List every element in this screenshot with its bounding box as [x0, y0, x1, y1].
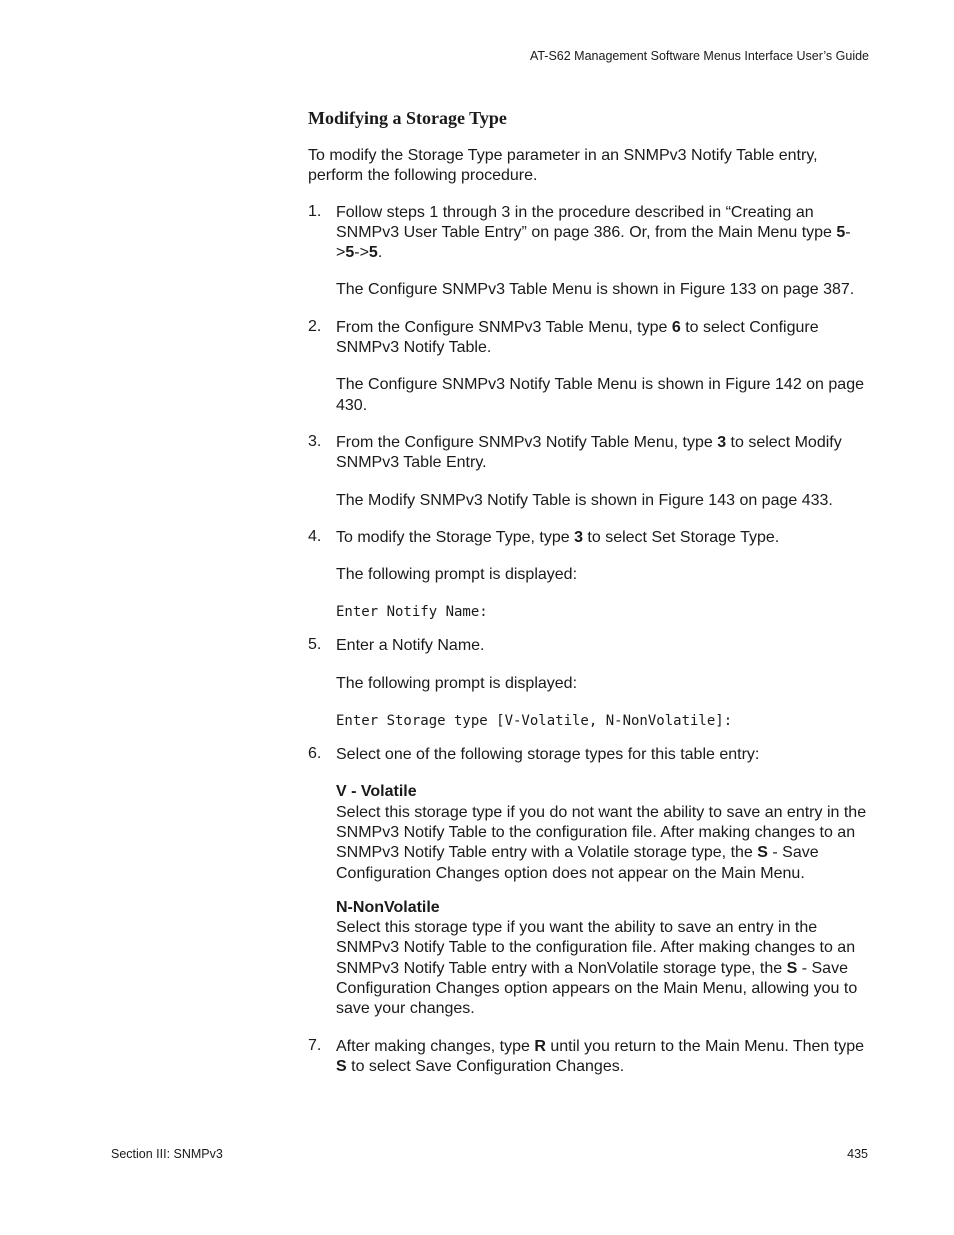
page-content [308, 108, 873, 1094]
option-title: N-NonVolatile [336, 898, 440, 916]
intro-paragraph: To modify the Storage Type parameter in an SNMPv3 Notify Table entry, perform the following procedure. [308, 147, 818, 185]
step-text: From the Configure SNMPv3 Table Menu, type 6 to select Configure SNMPv3 Notify Table. [336, 318, 819, 357]
step-number: 5. [308, 636, 322, 654]
step-2 [308, 318, 873, 359]
step-number: 2. [308, 317, 322, 335]
step-number: 1. [308, 202, 322, 220]
option-title: V - Volatile [336, 783, 417, 801]
step-text: Select one of the following storage types for this table entry: [336, 746, 760, 764]
step-number: 3. [308, 432, 322, 450]
step-2-note: The Configure SNMPv3 Notify Table Menu is shown in Figure 142 on page 430. [336, 376, 864, 414]
step-5 [308, 636, 873, 656]
step-1-note: The Configure SNMPv3 Table Menu is shown in Figure 133 on page 387. [336, 281, 855, 299]
step-4 [308, 528, 873, 548]
step-1 [308, 203, 873, 264]
step-6 [308, 745, 873, 765]
step-number: 6. [308, 745, 322, 763]
step-text: Follow steps 1 through 3 in the procedure described in “Creating an SNMPv3 User Table Entry” on page 386. Or, from the Main Menu type 5->5->5. [336, 203, 851, 262]
step-3-note: The Modify SNMPv3 Notify Table is shown in Figure 143 on page 433. [336, 491, 833, 509]
step-text: Enter a Notify Name. [336, 637, 485, 655]
option-nonvolatile [336, 898, 873, 1020]
footer-section: Section III: SNMPv3 [111, 1147, 223, 1161]
step-text: From the Configure SNMPv3 Notify Table Menu, type 3 to select Modify SNMPv3 Table Entry. [336, 433, 842, 472]
section-heading: Modifying a Storage Type [308, 108, 507, 128]
option-description: Select this storage type if you do not want the ability to save an entry in the SNMPv3 Notify Table to the configuration file. After making changes to an SNMPv3 Notify Table entry with a Volatile storage type, the S - Save Configuration Changes option does not appear on the Main Menu. [336, 803, 867, 882]
option-description: Select this storage type if you want the ability to save an entry in the SNMPv3 Notify Table to the configuration file. After making changes to an SNMPv3 Notify Table entry with a NonVolatile storage type, the S - Save Configuration Changes option appears on the Main Menu, allowing you to save your changes. [336, 919, 858, 1018]
step-text: To modify the Storage Type, type 3 to select Set Storage Type. [336, 528, 780, 546]
step-number: 4. [308, 527, 322, 545]
running-header: AT-S62 Management Software Menus Interface User’s Guide [529, 49, 869, 63]
page-number: 435 [847, 1147, 868, 1161]
step-number: 7. [308, 1036, 322, 1054]
step-5-note: The following prompt is displayed: [336, 674, 578, 692]
prompt-notify-name: Enter Notify Name: [336, 604, 488, 621]
option-volatile [336, 782, 873, 883]
step-4-note: The following prompt is displayed: [336, 566, 578, 584]
step-3 [308, 433, 873, 474]
prompt-storage-type: Enter Storage type [V-Volatile, N-NonVolatile]: [336, 713, 733, 730]
step-text: After making changes, type R until you return to the Main Menu. Then type S to select Save Configuration Changes. [336, 1037, 864, 1075]
step-7 [308, 1037, 873, 1078]
